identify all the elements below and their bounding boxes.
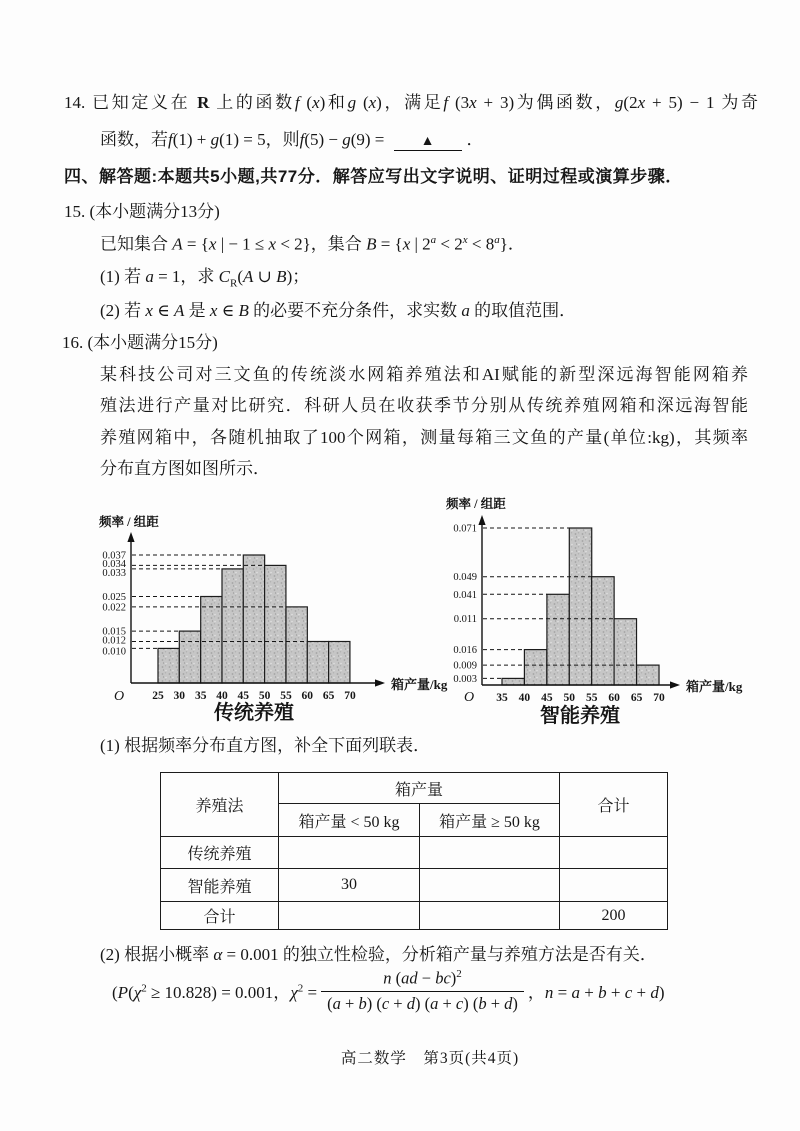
- formula-open: ($P(\chi^2 \ge 10.828) = 0.001$，$\chi^2$ =: [112, 982, 318, 1003]
- question-14-line2-text: 函数，若f(1) + g(1) = 5，则f(5) − g(9) =: [100, 130, 385, 149]
- row-label: 合计: [161, 902, 279, 930]
- x-axis-title: 箱产量/kg: [686, 679, 743, 694]
- x-tick-label: 35: [496, 692, 508, 704]
- y-tick-label: 0.034: [102, 558, 126, 570]
- answer-triangle: ▲: [420, 134, 435, 149]
- x-axis-arrow: [375, 679, 385, 686]
- row-label: 智能养殖: [161, 869, 279, 902]
- x-tick-label: 55: [280, 690, 292, 702]
- question-16-para-line3: 养殖网箱中，各随机抽取了100个网箱，测量每箱三文鱼的产量(单位:kg)，其频率: [100, 428, 748, 447]
- histogram-bar: [329, 642, 350, 684]
- formula-fraction: [321, 968, 524, 1014]
- x-tick-label: 40: [518, 692, 531, 704]
- histogram-bar: [179, 631, 200, 683]
- x-tick-label: 45: [541, 692, 553, 704]
- y-tick-label: 0.025: [102, 592, 126, 603]
- cell-traditional-ge50: [420, 837, 560, 869]
- cell-smart-ge50: [420, 869, 560, 902]
- cell-smart-total: [560, 869, 668, 902]
- table-row-traditional: [161, 837, 668, 869]
- chart-title: 智能养殖: [540, 705, 620, 727]
- question-16-para-line4: 分布直方图如图所示．: [100, 459, 270, 478]
- x-tick-label: 65: [630, 692, 643, 704]
- cell-total-ge50: [420, 902, 560, 930]
- y-axis-arrow: [478, 515, 485, 525]
- table-header-method: 养殖法: [161, 773, 279, 837]
- histogram-bar: [614, 619, 636, 685]
- question-15-intro: 已知集合 A = {x | − 1 ≤ x < 2}，集合 B = {x | $2^a < 2^x < 8^a$}．: [100, 234, 525, 254]
- table-row-smart: [161, 869, 668, 902]
- question-16-item1: (1) 根据频率分布直方图，补全下面列联表．: [100, 736, 431, 755]
- x-tick-label: 35: [194, 690, 207, 702]
- y-tick-label: 0.003: [453, 673, 477, 685]
- question-14-line1: 14. 已知定义在 R 上的函数f (x)和g (x)，满足f (3x + 3)为偶函数，g(2x + 5) − 1 为奇: [64, 93, 758, 112]
- y-tick-label: 0.011: [453, 614, 477, 626]
- histogram-bar: [201, 597, 222, 684]
- y-tick-label: 0.049: [453, 572, 477, 584]
- y-tick-label: 0.041: [453, 589, 477, 601]
- question-16-item2: (2) 根据小概率 α = 0.001 的独立性检验，分析箱产量与养殖方法是否有关．: [100, 945, 657, 964]
- histogram-bar: [265, 565, 286, 683]
- formula-denominator: (a + b) (c + d) (a + c) (b + d): [321, 991, 524, 1014]
- y-axis-title: 频率 / 组距: [99, 515, 159, 529]
- y-tick-label: 0.037: [102, 550, 126, 562]
- x-tick-label: 70: [653, 692, 665, 704]
- histogram-bar: [502, 678, 524, 685]
- y-tick-label: 0.071: [453, 523, 477, 535]
- x-tick-label: 60: [608, 692, 620, 704]
- question-16-para-line2: 殖法进行产量对比研究．科研人员在收获季节分别从传统养殖网箱和深远海智能: [100, 396, 748, 415]
- formula-close: ，n = a + b + c + d): [527, 983, 665, 1003]
- x-tick-label: 50: [258, 690, 271, 702]
- histogram-bar: [307, 642, 328, 684]
- x-axis-title: 箱产量/kg: [391, 677, 448, 692]
- x-tick-label: 30: [173, 690, 186, 702]
- cell-grand-total: 200: [560, 902, 668, 930]
- cell-traditional-lt50: [279, 837, 420, 869]
- y-tick-label: 0.012: [102, 635, 126, 647]
- table-header-ge50: 箱产量 ≥ 50 kg: [420, 804, 560, 837]
- origin-label: O: [464, 690, 475, 705]
- question-16-heading: 16. (本小题满分15分): [62, 333, 218, 352]
- origin-label: O: [114, 689, 125, 704]
- chi-square-formula: [112, 968, 665, 1014]
- y-tick-label: 0.016: [453, 645, 477, 657]
- table-header-total: 合计: [560, 773, 668, 837]
- answer-blank: [394, 135, 462, 151]
- cell-traditional-total: [560, 837, 668, 869]
- histogram-bar: [569, 528, 591, 685]
- histogram-bar: [592, 577, 614, 685]
- smart-farming-histogram: [445, 496, 743, 727]
- question-15-heading: 15. (本小题满分13分): [64, 202, 220, 221]
- histogram-bar: [637, 665, 659, 685]
- row-label: 传统养殖: [161, 837, 279, 869]
- chart-title: 传统养殖: [214, 702, 294, 724]
- formula-numerator: n (ad − bc)$^2$: [383, 968, 462, 988]
- x-tick-label: 55: [585, 692, 598, 704]
- page-footer: 高二数学 第3页(共4页): [340, 1050, 520, 1067]
- traditional-farming-histogram: [98, 514, 448, 724]
- x-tick-label: 25: [152, 690, 164, 702]
- table-header-lt50: 箱产量 < 50 kg: [279, 804, 420, 837]
- question-15-item1: (1) 若 a = 1，求 $C_R(A$ ∪ B)；: [100, 267, 310, 290]
- y-tick-label: 0.015: [102, 626, 126, 638]
- table-row-total: [161, 902, 668, 930]
- question-14-line2: [100, 129, 484, 151]
- y-tick-label: 0.033: [102, 567, 126, 579]
- question-14-period: ．: [466, 130, 484, 149]
- histogram-bar: [547, 594, 569, 685]
- x-axis-arrow: [670, 681, 680, 688]
- x-tick-label: 70: [344, 690, 356, 702]
- histogram-bar: [158, 648, 179, 683]
- contingency-table: [160, 772, 668, 930]
- y-axis-title: 频率 / 组距: [446, 497, 506, 511]
- histogram-bar: [524, 650, 546, 685]
- y-axis-arrow: [127, 532, 134, 542]
- y-tick-label: 0.009: [453, 660, 477, 672]
- x-tick-label: 50: [563, 692, 576, 704]
- y-tick-label: 0.022: [102, 602, 126, 614]
- x-tick-label: 65: [322, 690, 335, 702]
- cell-smart-lt50: 30: [279, 869, 420, 902]
- x-tick-label: 60: [301, 690, 314, 702]
- cell-total-lt50: [279, 902, 420, 930]
- table-header-yield-span: 箱产量: [279, 773, 560, 804]
- question-16-para-line1: 某科技公司对三文鱼的传统淡水网箱养殖法和AI赋能的新型深远海智能网箱养: [100, 365, 748, 384]
- section-4-header: 四、解答题:本题共5小题,共77分．解答应写出文字说明、证明过程或演算步骤．: [64, 167, 683, 186]
- x-tick-label: 45: [237, 690, 250, 702]
- x-tick-label: 40: [216, 690, 228, 702]
- histogram-bar: [286, 607, 307, 683]
- y-tick-label: 0.010: [102, 646, 126, 658]
- histograms-figure: [0, 480, 800, 740]
- question-15-item2: (2) 若 x ∈ A 是 x ∈ B 的必要不充分条件，求实数 a 的取值范围．: [100, 301, 577, 320]
- histogram-bar: [222, 569, 243, 683]
- histogram-bar: [243, 555, 264, 683]
